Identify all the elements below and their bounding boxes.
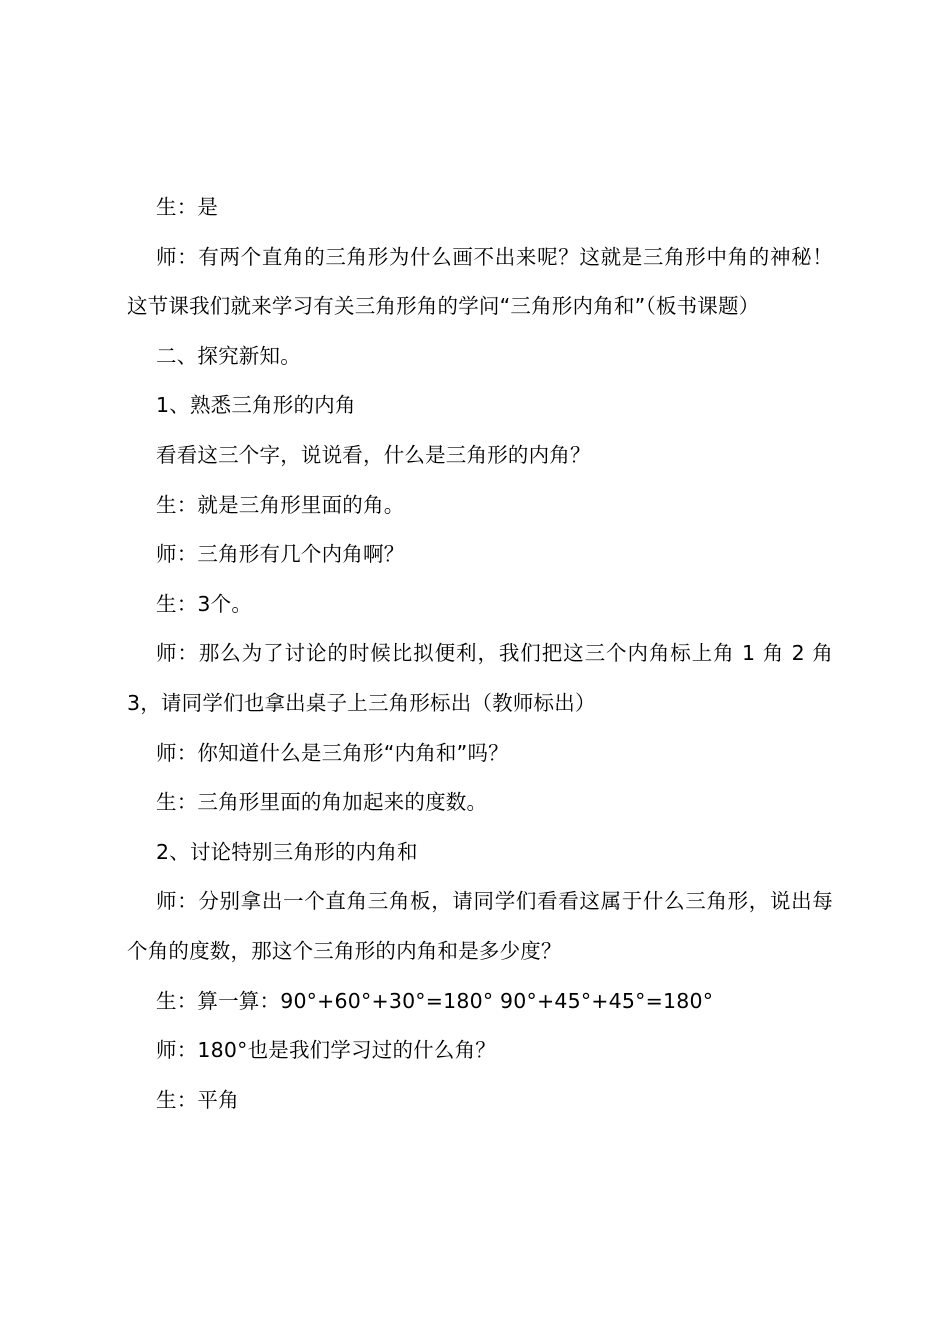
section-heading-explore: 二、探究新知。 — [156, 343, 301, 368]
document-body — [127, 183, 833, 1125]
paragraph-teacher-intro: 师：有两个直角的三角形为什么画不出来呢？这就是三角形中角的神秘！这节课我们就来学习有关三角形角的学问“三角形内角和”（板书课题） — [127, 244, 833, 319]
paragraph-student-yes: 生：是 — [156, 195, 219, 219]
paragraph-student-straight-angle: 生：平角 — [156, 1087, 239, 1112]
subheading-special-triangles: 2、讨论特别三角形的内角和 — [156, 839, 418, 864]
paragraph-teacher-sum-question: 师：你知道什么是三角形“内角和”吗？ — [156, 740, 509, 765]
paragraph-student-inside: 生：就是三角形里面的角。 — [156, 492, 405, 517]
paragraph-student-sum: 生：三角形里面的角加起来的度数。 — [156, 790, 488, 815]
paragraph-teacher-180: 师：180°也是我们学习过的什么角？ — [156, 1038, 496, 1063]
paragraph-student-calculate: 生：算一算：90°+60°+30°=180° 90°+45°+45°=180° — [156, 988, 714, 1013]
paragraph-teacher-label: 师：那么为了讨论的时候比拟便利，我们把这三个内角标上角 1 角 2 角 3，请同学们也拿出桌子上三角形标出（教师标出） — [127, 641, 833, 715]
paragraph-question-interior: 看看这三个字，说说看，什么是三角形的内角？ — [156, 442, 591, 467]
subheading-interior-angles: 1、熟悉三角形的内角 — [156, 393, 356, 418]
paragraph-student-three: 生：3个。 — [156, 591, 253, 616]
paragraph-teacher-how-many: 师：三角形有几个内角啊？ — [156, 542, 405, 567]
paragraph-teacher-set-square: 师：分别拿出一个直角三角板，请同学们看看这属于什么三角形，说出每个角的度数，那这个三角形的内角和是多少度？ — [127, 889, 833, 963]
